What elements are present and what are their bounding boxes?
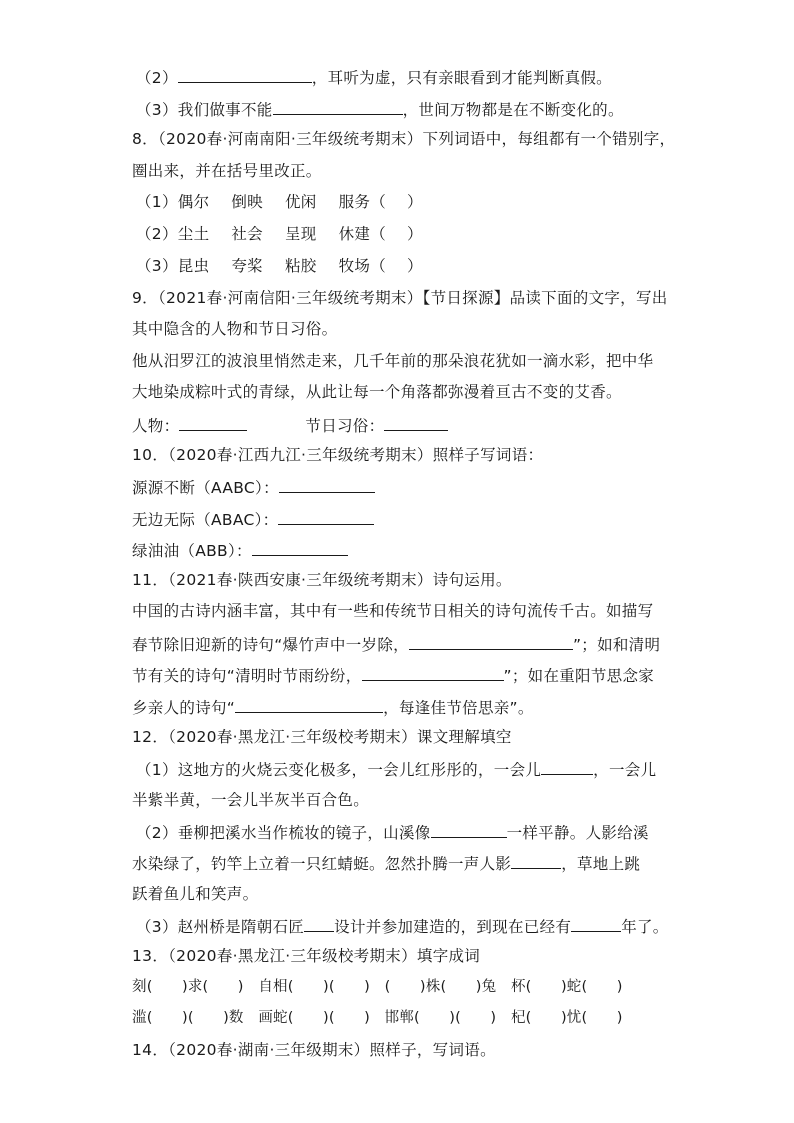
- q13-row-1: 刻( )求( ) 自相( )( ) ( )株( )兔 杯( )蛇( ): [132, 979, 623, 995]
- q13-heading: 13．（2020春·黑龙江·三年级校考期末）填字成词: [132, 947, 481, 965]
- answer-blank[interactable]: [252, 539, 348, 556]
- q11-line-3: 节有关的诗句“清明时节雨纷纷， ”；如在重阳节思念家: [132, 664, 672, 686]
- answer-blank[interactable]: [178, 66, 312, 83]
- q11-line-2: 春节除旧迎新的诗句“爆竹声中一岁除， ”；如和清明: [132, 633, 672, 655]
- answer-blank[interactable]: [235, 696, 383, 713]
- answer-blank[interactable]: [273, 98, 403, 115]
- answer-blank[interactable]: [431, 821, 507, 838]
- q8-row-2: （2）尘土 社会 呈现 休建（ ）: [136, 225, 423, 243]
- q14-heading: 14．（2020春·湖南·三年级期末）照样子，写词语。: [132, 1041, 496, 1059]
- answer-blank[interactable]: [571, 915, 621, 932]
- answer-blank[interactable]: [279, 476, 375, 493]
- answer-blank[interactable]: [409, 633, 573, 650]
- q9-heading-cont: 其中隐含的人物和节日习俗。: [132, 320, 338, 338]
- q12-sub1-cont: 半紫半黄，一会儿半灰半百合色。: [132, 791, 370, 809]
- q12-sub1: （1）这地方的火烧云变化极多，一会儿红彤彤的，一会儿 ，一会儿: [136, 758, 676, 780]
- q8-row-1: （1）偶尔 倒映 优闲 服务（ ）: [136, 193, 423, 211]
- q12-sub2-cont2: 跃着鱼儿和笑声。: [132, 885, 259, 903]
- q9-heading: 9．（2021春·河南信阳·三年级统考期末）【节日探源】品读下面的文字，写出: [132, 289, 668, 307]
- q8-row-3: （3）昆虫 夸桨 粘胶 牧场（ ）: [136, 257, 423, 275]
- q12-sub2: （2）垂柳把溪水当作梳妆的镜子，山溪像 一样平静。人影给溪: [136, 821, 676, 843]
- q11-line-4: 乡亲人的诗句“ ，每逢佳节倍思亲”。: [132, 696, 672, 718]
- answer-blank[interactable]: [179, 414, 247, 431]
- q10-item-2: 无边无际（ABAC）：: [132, 508, 672, 530]
- q10-item-3: 绿油油（ABB）：: [132, 539, 672, 561]
- q8-heading-cont: 圈出来，并在括号里改正。: [132, 162, 322, 180]
- q11-heading: 11．（2021春·陕西安康·三年级统考期末）诗句运用。: [132, 571, 512, 589]
- q7-sub3: （3）我们做事不能 ，世间万物都是在不断变化的。: [136, 98, 676, 120]
- q9-passage-2: 大地染成粽叶式的青绿，从此让每一个角落都弥漫着亘古不变的艾香。: [132, 383, 622, 401]
- answer-blank[interactable]: [362, 664, 504, 681]
- q10-item-1: 源源不断（AABC）：: [132, 476, 672, 498]
- q9-answers: 人物： 节日习俗：: [132, 414, 672, 436]
- answer-blank[interactable]: [384, 414, 448, 431]
- answer-blank[interactable]: [511, 852, 561, 869]
- q7-sub2: （2） ，耳听为虚，只有亲眼看到才能判断真假。: [136, 66, 676, 88]
- q12-sub2-cont: 水染绿了，钓竿上立着一只红蜻蜓。忽然扑腾一声人影 ，草地上跳: [132, 852, 672, 874]
- answer-blank[interactable]: [304, 915, 334, 932]
- q12-sub3: （3）赵州桥是隋朝石匠 设计并参加建造的，到现在已经有 年了。: [136, 915, 676, 937]
- q11-line-1: 中国的古诗内涵丰富，其中有一些和传统节日相关的诗句流传千古。如描写: [132, 602, 654, 620]
- q12-heading: 12．（2020春·黑龙江·三年级校考期末）课文理解填空: [132, 728, 512, 746]
- q10-heading: 10．（2020春·江西九江·三年级统考期末）照样子写词语：: [132, 446, 544, 464]
- q13-row-2: 滥( )( )数 画蛇( )( ) 邯郸( )( ) 杞( )忧( ): [132, 1010, 623, 1026]
- q9-passage-1: 他从汨罗江的波浪里悄然走来，几千年前的那朵浪花犹如一滴水彩，把中华: [132, 352, 654, 370]
- answer-blank[interactable]: [278, 508, 374, 525]
- q8-heading: 8．（2020春·河南南阳·三年级统考期末）下列词语中，每组都有一个错别字，: [132, 130, 676, 148]
- answer-blank[interactable]: [541, 758, 593, 775]
